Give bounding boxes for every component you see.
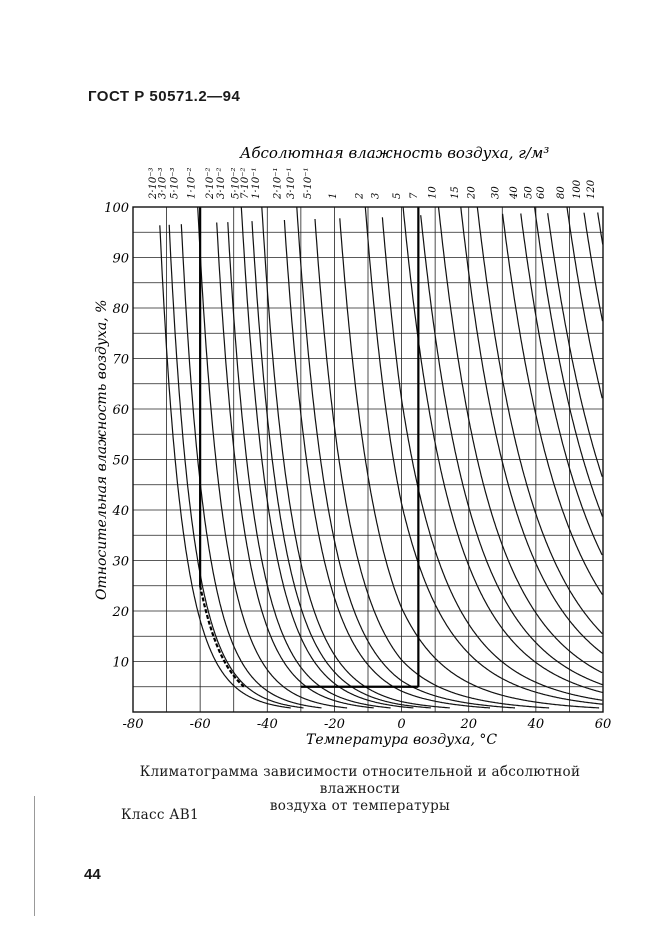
class-label: Класс АВ1: [121, 807, 199, 823]
x-tick-label: 0: [397, 717, 406, 732]
caption-line-1: Климатограмма зависимости относительной и абсолютной влажности: [139, 764, 581, 797]
series-label: 5·10⁻²: [230, 167, 242, 199]
series-label: 3: [370, 192, 382, 199]
abs-humidity-curve: [217, 223, 374, 708]
y-tick-label: 80: [112, 302, 129, 317]
series-label: 120: [585, 179, 597, 199]
y-tick-label: 30: [112, 554, 129, 570]
series-label: 1: [328, 192, 339, 199]
abs-humidity-curve: [403, 207, 603, 693]
series-label: 60: [535, 186, 547, 199]
abs-humidity-curve: [365, 207, 603, 704]
chart-labels: [104, 167, 611, 732]
series-label: 5·10⁻³: [169, 167, 181, 199]
x-tick-label: 40: [527, 717, 545, 732]
series-label: 2·10⁻²: [204, 167, 216, 199]
class-boundary: [200, 207, 418, 687]
x-tick-label: 60: [594, 717, 612, 732]
series-label: 1·10⁻¹: [250, 167, 262, 199]
x-tick-label: -40: [256, 717, 278, 732]
page-number: 44: [84, 866, 101, 883]
series-label: 5·10⁻¹: [303, 167, 315, 199]
y-tick-label: 100: [104, 201, 129, 216]
series-label: 30: [490, 186, 502, 199]
x-tick-label: -80: [122, 717, 144, 732]
series-label: 5: [392, 192, 404, 199]
series-label: 7: [408, 192, 420, 199]
series-label: 40: [508, 186, 520, 199]
abs-humidity-curve: [262, 207, 450, 708]
series-label: 7·10⁻²: [240, 167, 252, 199]
series-label: 20: [466, 186, 478, 199]
y-tick-label: 50: [112, 453, 129, 469]
series-label: 3·10⁻³: [157, 167, 169, 199]
series-label: 2·10⁻³: [148, 167, 159, 199]
y-tick-label: 90: [112, 251, 129, 267]
y-tick-label: 10: [112, 655, 129, 671]
series-label: 50: [523, 186, 535, 199]
series-label: 2: [354, 192, 366, 199]
x-axis-label: Температура воздуха, °С: [306, 732, 498, 748]
y-axis-label: Относительная влажность воздуха, %: [94, 299, 110, 600]
abs-humidity-curve: [297, 207, 515, 708]
absolute-humidity-curves: [160, 207, 603, 708]
series-label: 1·10⁻²: [186, 167, 198, 199]
abs-humidity-curve: [284, 220, 490, 708]
abs-humidity-curve: [477, 207, 602, 634]
y-tick-label: 20: [112, 605, 129, 620]
chart-title: Абсолютная влажность воздуха, г/м³: [240, 144, 550, 162]
series-label: 3·10⁻²: [215, 167, 227, 199]
series-label: 100: [572, 179, 584, 199]
x-tick-label: -60: [189, 717, 211, 732]
caption-line-2: воздуха от температуры: [269, 798, 451, 814]
abs-humidity-curve: [160, 225, 291, 708]
chart-grid: [133, 207, 603, 712]
abs-humidity-curve: [252, 221, 431, 708]
series-label: 10: [427, 186, 439, 199]
series-label: 3·10⁻¹: [285, 167, 297, 199]
margin-mark: [34, 796, 35, 916]
y-tick-label: 70: [112, 352, 129, 368]
abs-humidity-curve: [598, 213, 603, 245]
document-header: ГОСТ Р 50571.2—94: [88, 88, 241, 105]
series-label: 2·10⁻¹: [272, 167, 284, 199]
y-tick-label: 40: [112, 504, 129, 519]
abs-humidity-curve: [461, 207, 603, 654]
abs-humidity-curve: [567, 207, 602, 398]
series-label: 80: [556, 186, 567, 199]
series-label: 15: [449, 186, 461, 199]
abs-humidity-curve: [315, 219, 549, 708]
x-tick-label: -20: [323, 717, 345, 732]
x-tick-label: 20: [460, 717, 477, 732]
y-tick-label: 60: [112, 403, 129, 418]
